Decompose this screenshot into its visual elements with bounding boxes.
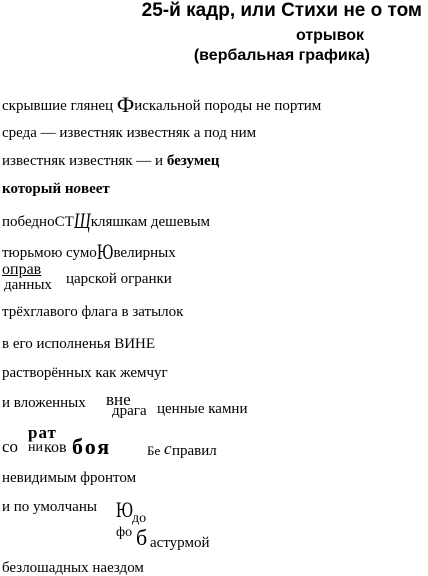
page-title: 25-й кадр, или Стихи не о том	[141, 0, 422, 21]
poem-line-5: победноСТЩкляшкам дешевым	[2, 208, 211, 233]
poem-line-16: безлошадных наездом	[2, 560, 144, 576]
poem-line-9: в его исполненья ВИНЕ	[2, 336, 156, 352]
poem-line-1: скрывшие глянец Фискальной породы не портим	[2, 92, 322, 117]
subtitle-2: (вербальная графика)	[193, 47, 370, 64]
poem-line-3: известняк известняк — и безумец	[2, 153, 220, 169]
poem-line-10: растворённых как жемчуг	[2, 365, 168, 381]
poem-line-8: трёхглавого флага в затылок	[2, 304, 184, 320]
poem-line-2: среда — известняк известняк а под ним	[2, 125, 257, 141]
subtitle: отрывок	[295, 27, 364, 44]
poem-line-6: тюрьмою сумоЮвелирных	[2, 239, 176, 264]
poem-line-4: который новеет	[2, 181, 110, 197]
poem-line-13: невидимым фронтом	[2, 470, 137, 486]
